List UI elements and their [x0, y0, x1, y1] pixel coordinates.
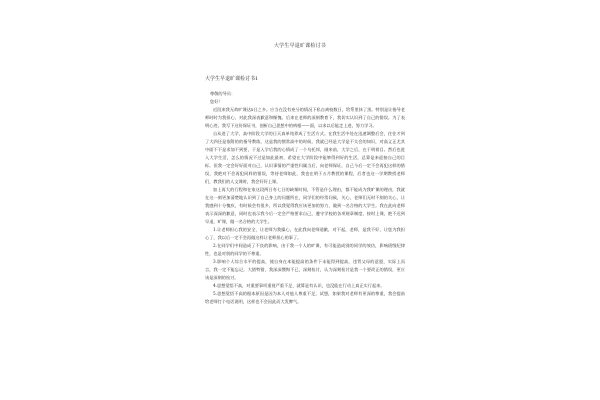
section-title: 大学生早退旷课检讨书1 — [205, 76, 259, 82]
salutation: 您好！ — [210, 99, 223, 104]
paragraph: 近段来我无故旷课达x日之多。应当在没有充分的情况下私自离校数日，给系里抹了黑。特别是让指导老师时时为我担心，对此我深表歉意和惭愧。后来在老师的深刻教育下，我切实认识到了自己的错误。为了表明心迹，我写下这份保证书，剖析自己思想中的病根——面，以求以后能走上进，努力学习。 — [205, 107, 405, 128]
greeting: 尊敬的导员： — [210, 91, 236, 96]
paragraph: 1.让老师担心我的安全，让老师为我操心，在此我向老师道歉，对不起，老师，是我不好，让您为我担心了，我以后一定不会再做这样让老师担心的事了。 — [205, 227, 405, 240]
document-title: 大学生早退旷课检讨书 — [273, 43, 326, 49]
paragraph: 4.思想觉悟不高，对重要事项重视严重不足，就算是有认识，也没能在行动上真正实行起来。 — [213, 283, 385, 288]
paragraph: 3.影响个人综合水平的提高，使自身在本能提高的条件下未能得到提高，违背父母的意愿，实际上而言，我一定不能忘记，大错特错，我深深懊悔不已，深刻检讨，认为深刻检讨是我一个要改正的错误，更应该是深刻的检讨。 — [205, 259, 405, 280]
paragraph: 5.思想觉悟不高的根本原因是因为本人对他人尊重不足，试想，如果我对老师有更深的尊重，我会提前给老师打个电话说明，这样也不会因此而大发脾气。 — [205, 291, 405, 304]
document-body — [205, 90, 405, 306]
paragraph: 自从进了大学，高中阶段大学的日天真单纯养成了生活方式。在我生活中处在迅速调整后会，往往才到了大四还是依附的的指导教练，这是我的惯常高中的时候，我就已经是大学是不太会的知识，对高义正尤其中面不不是求加不到要，于是入学后我的心情成了一个乌托邦，刚来前，大学之后，在于明着目。然后也进入大学生活，怎么的情况不过是如此最初，希望在大学阶段中能够得到好的生活，总算是来迎接自己的目标。但我一定会好好面对自己，认识事情的严重性归属当后，向老师保证，自己今后一定不会再犯这样的错误，我绝对不会再犯同样的错误，等待老师如此，我也在明于五月教授的课程，后者也这一学期教授老师们，教我们的人文课时，我会好好上课。 — [205, 131, 405, 184]
paragraph: 加上再大的行程和在家这段两日有七日的缺课时间，不管是什么理由，都不能成为我旷课的理由，我就在这一刻更加清楚地认识到了自己身上的问题所在，同学们的经常问候，关心，老师们无时不刻的关心，让我感到十分愧疚，有时候会有很多，所以我觉得我应该更加的努力，做到一名合格的大学生。我在此向老师表示深深的歉意，同时也表示我今后一定会严格要求自己，遵守学校的各项规章制度，按时上课，绝不迟到早退，旷课，做一名合格的大学生。 — [205, 187, 405, 224]
paragraph: 2.在同学们中间造成了不良的影响，由于我一个人的旷课，有可能造成别的同学的效仿，影响班级纪律性，也是对别的同学的不尊重。 — [205, 243, 405, 256]
